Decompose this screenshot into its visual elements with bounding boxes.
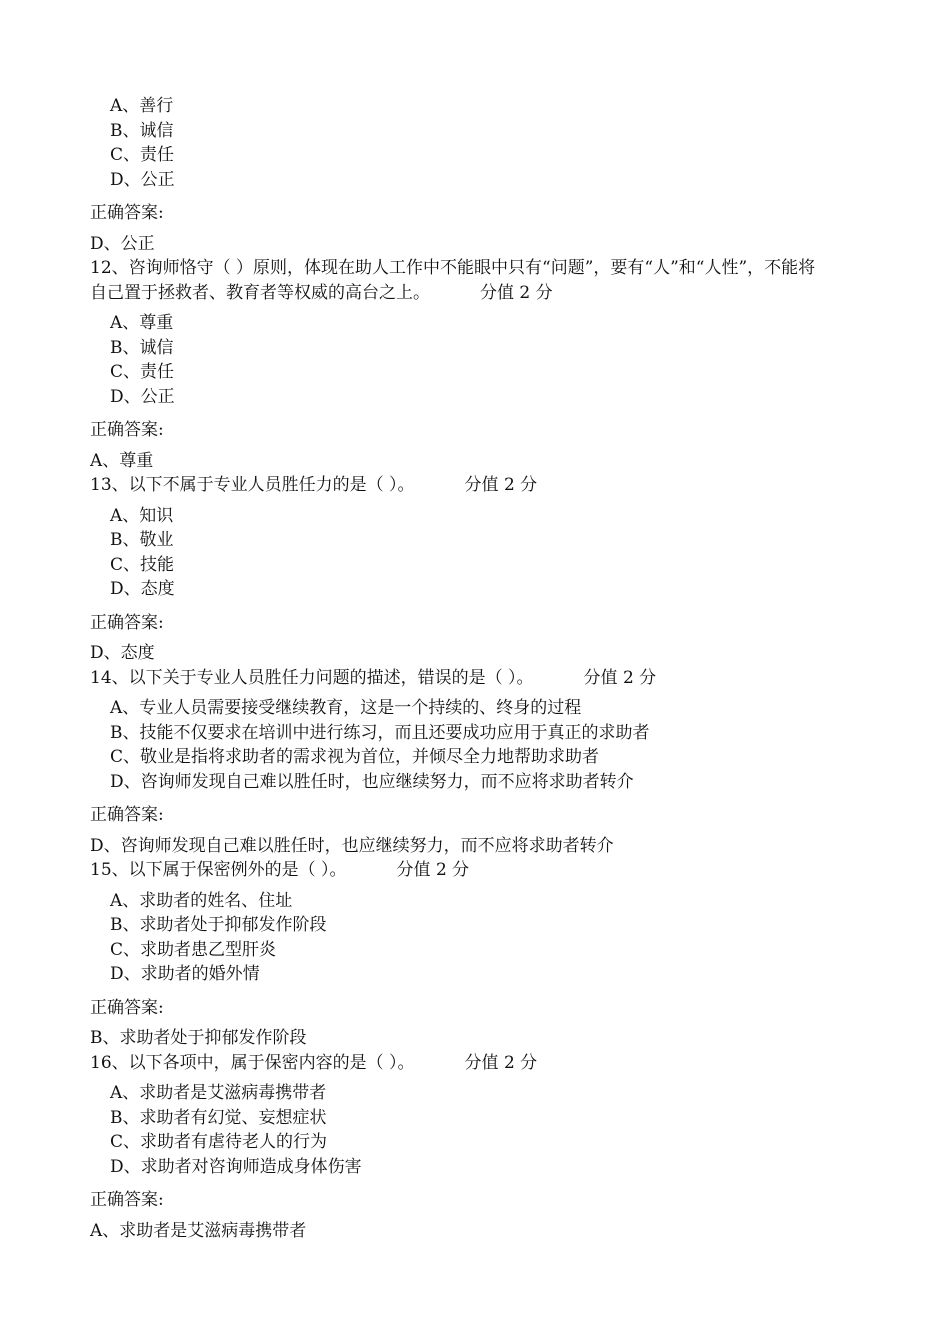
question-text bbox=[90, 256, 820, 305]
option-list bbox=[90, 311, 820, 409]
option-d: D、公正 bbox=[110, 169, 175, 190]
question-stem: 14、以下关于专业人员胜任力问题的描述，错误的是（ ）。 bbox=[90, 667, 534, 688]
answer-label: 正确答案: bbox=[90, 612, 164, 633]
answer-value: D、态度 bbox=[90, 643, 155, 663]
option-d: D、咨询师发现自己难以胜任时，也应继续努力，而不应将求助者转介 bbox=[110, 771, 634, 792]
answer-label: 正确答案: bbox=[90, 805, 164, 825]
answer-value: D、公正 bbox=[90, 233, 155, 254]
question-stem: 16、以下各项中，属于保密内容的是（ ）。 bbox=[90, 1052, 415, 1073]
question-text bbox=[90, 473, 820, 498]
option-a: A、知识 bbox=[110, 505, 174, 526]
question-score: 分值 2 分 bbox=[480, 282, 553, 303]
option-a: A、求助者是艾滋病毒携带者 bbox=[110, 1083, 327, 1103]
question-score: 分值 2 分 bbox=[583, 667, 657, 688]
question-15 bbox=[90, 858, 820, 1051]
question-14 bbox=[90, 666, 820, 859]
option-list bbox=[90, 94, 820, 192]
question-text bbox=[90, 666, 820, 691]
option-list bbox=[90, 696, 820, 794]
question-score: 分值 2 分 bbox=[396, 860, 470, 880]
answer-value: B、求助者处于抑郁发作阶段 bbox=[90, 1028, 307, 1048]
option-d: D、求助者对咨询师造成身体伤害 bbox=[110, 1156, 362, 1177]
question-13 bbox=[90, 473, 820, 666]
option-d: D、公正 bbox=[110, 386, 175, 407]
option-b: B、敬业 bbox=[110, 530, 174, 550]
option-a: A、求助者的姓名、住址 bbox=[110, 890, 293, 911]
question-text bbox=[90, 858, 820, 883]
question-16 bbox=[90, 1051, 820, 1244]
option-c: C、求助者患乙型肝炎 bbox=[110, 939, 277, 960]
document-content bbox=[90, 88, 820, 1243]
answer-value: A、尊重 bbox=[90, 450, 154, 471]
option-c: C、技能 bbox=[110, 554, 175, 575]
answer-label: 正确答案: bbox=[90, 420, 164, 440]
option-d: D、求助者的婚外情 bbox=[110, 964, 260, 984]
option-list bbox=[90, 1081, 820, 1179]
question-11-partial bbox=[90, 94, 820, 256]
option-a: A、尊重 bbox=[110, 313, 174, 333]
question-stem: 13、以下不属于专业人员胜任力的是（ ）。 bbox=[90, 475, 415, 495]
question-stem: 12、咨询师恪守（ ）原则，体现在助人工作中不能眼中只有“问题”，要有“人”和“人性”，不能将自己置于拯救者、教育者等权威的高台之上。 bbox=[90, 258, 816, 303]
question-text bbox=[90, 1051, 820, 1076]
answer-value: D、咨询师发现自己难以胜任时，也应继续努力，而不应将求助者转介 bbox=[90, 835, 614, 856]
option-b: B、诚信 bbox=[110, 120, 174, 141]
option-a: A、善行 bbox=[110, 96, 174, 116]
question-stem: 15、以下属于保密例外的是（ ）。 bbox=[90, 860, 347, 880]
option-c: C、责任 bbox=[110, 362, 175, 382]
option-b: B、求助者有幻觉、妄想症状 bbox=[110, 1107, 327, 1128]
answer-label: 正确答案: bbox=[90, 997, 164, 1018]
option-c: C、敬业是指将求助者的需求视为首位，并倾尽全力地帮助求助者 bbox=[110, 747, 600, 767]
option-c: C、责任 bbox=[110, 145, 175, 165]
option-b: B、技能不仅要求在培训中进行练习，而且还要成功应用于真正的求助者 bbox=[110, 722, 650, 743]
option-b: B、求助者处于抑郁发作阶段 bbox=[110, 915, 327, 935]
answer-label: 正确答案: bbox=[90, 203, 164, 223]
answer-label: 正确答案: bbox=[90, 1190, 164, 1210]
question-score: 分值 2 分 bbox=[464, 475, 538, 495]
option-list bbox=[90, 889, 820, 987]
option-b: B、诚信 bbox=[110, 337, 174, 358]
option-a: A、专业人员需要接受继续教育，这是一个持续的、终身的过程 bbox=[110, 698, 582, 718]
option-list bbox=[90, 504, 820, 602]
answer-value: A、求助者是艾滋病毒携带者 bbox=[90, 1220, 307, 1241]
option-d: D、态度 bbox=[110, 579, 175, 599]
option-c: C、求助者有虐待老人的行为 bbox=[110, 1132, 328, 1152]
question-score: 分值 2 分 bbox=[464, 1052, 538, 1073]
question-12 bbox=[90, 256, 820, 473]
